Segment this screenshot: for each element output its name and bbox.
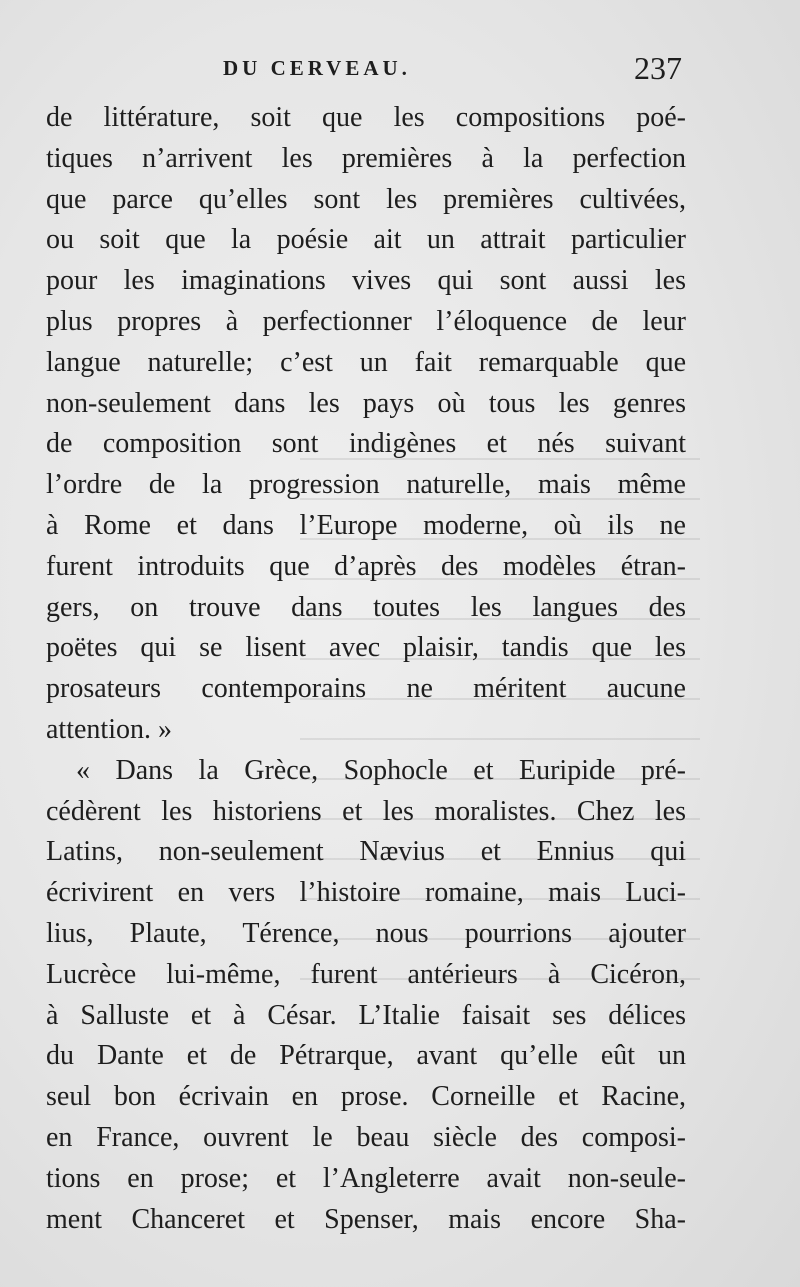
text-line: que parce qu’elles sont les premières cultivées,: [46, 183, 686, 215]
page-number: 237: [634, 50, 682, 86]
text-line: plus propres à perfectionner l’éloquence de leur: [46, 305, 686, 337]
text-line: à Salluste et à César. L’Italie faisait ses délices: [46, 999, 686, 1031]
text-line: attention. »: [46, 713, 172, 745]
text-line: Latins, non-seulement Nævius et Ennius qui: [46, 836, 686, 868]
text-line: prosateurs contemporains ne méritent aucune: [46, 673, 686, 705]
text-line: l’ordre de la progression naturelle, mais même: [46, 469, 686, 501]
text-line: poëtes qui se lisent avec plaisir, tandis que les: [46, 632, 686, 664]
text-line: langue naturelle; c’est un fait remarquable que: [46, 346, 686, 378]
text-line: du Dante et de Pétrarque, avant qu’elle eût un: [46, 1040, 686, 1072]
text-line: ou soit que la poésie ait un attrait particulier: [46, 224, 686, 256]
page-header: [48, 52, 682, 92]
text-line: tions en prose; et l’Angleterre avait non-seule-: [46, 1162, 686, 1194]
body-text: [46, 98, 686, 1240]
text-line: seul bon écrivain en prose. Corneille et Racine,: [46, 1081, 686, 1113]
text-line: « Dans la Grèce, Sophocle et Euripide pré-: [76, 754, 686, 786]
text-line: non-seulement dans les pays où tous les genres: [46, 387, 686, 419]
text-line: de composition sont indigènes et nés suivant: [46, 428, 686, 460]
text-line: cédèrent les historiens et les moralistes. Chez les: [46, 795, 686, 827]
text-line: tiques n’arrivent les premières à la perfection: [46, 142, 686, 174]
text-line: Lucrèce lui-même, furent antérieurs à Cicéron,: [46, 958, 686, 990]
text-line: pour les imaginations vives qui sont aussi les: [46, 265, 686, 297]
text-line: gers, on trouve dans toutes les langues des: [46, 591, 686, 623]
text-line: lius, Plaute, Térence, nous pourrions ajouter: [46, 917, 686, 949]
text-line: furent introduits que d’après des modèles étran-: [46, 550, 686, 582]
text-line: de littérature, soit que les compositions poé-: [46, 102, 686, 133]
text-line: à Rome et dans l’Europe moderne, où ils ne: [46, 509, 686, 541]
text-line: ment Chanceret et Spenser, mais encore Sha-: [46, 1203, 686, 1235]
text-line: en France, ouvrent le beau siècle des composi-: [46, 1121, 686, 1153]
text-line: écrivirent en vers l’histoire romaine, mais Luci-: [46, 877, 686, 909]
running-head: DU CERVEAU.: [223, 56, 411, 80]
